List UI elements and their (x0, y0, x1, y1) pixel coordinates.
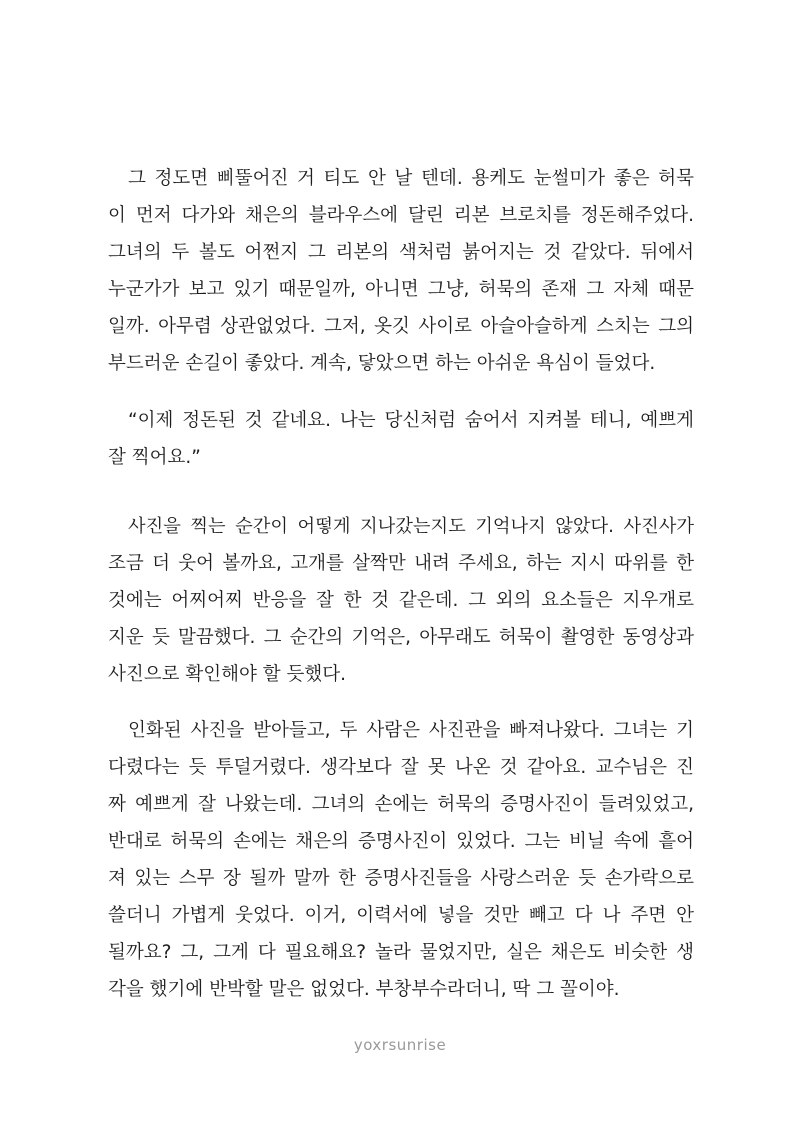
paragraph-line: 지운 듯 말끔했다. 그 순간의 기억은, 아무래도 허묵이 촬영한 동영상과 (108, 627, 694, 648)
paragraph-line: 짜 예쁘게 잘 나왔는데. 그녀의 손에는 허묵의 증명사진이 들려있었고, (108, 794, 694, 815)
paragraph-line: “이제 정돈된 것 같네요. 나는 당신처럼 숨어서 지켜볼 테니, 예쁘게 (128, 410, 694, 431)
paragraph-line: 부드러운 손길이 좋았다. 계속, 닿았으면 하는 아쉬운 욕심이 들었다. (108, 353, 656, 374)
paragraph-line: 인화된 사진을 받아들고, 두 사람은 사진관을 빠져나왔다. 그녀는 기 (128, 720, 694, 741)
paragraph-line: 사진을 찍는 순간이 어떻게 지나갔는지도 기억나지 않았다. 사진사가 (128, 516, 694, 537)
paragraph-4 (108, 712, 694, 1008)
paragraph-line: 이 먼저 다가와 채은의 블라우스에 달린 리본 브로치를 정돈해주었다. (108, 205, 694, 226)
paragraph-line: 누군가가 보고 있기 때문일까, 아니면 그냥, 허묵의 존재 그 자체 때문 (108, 279, 694, 300)
paragraph-line: 져 있는 스무 장 될까 말까 한 증명사진들을 사랑스러운 듯 손가락으로 (108, 868, 694, 889)
paragraph-line: 일까. 아무렴 상관없었다. 그저, 옷깃 사이로 아슬아슬하게 스치는 그의 (108, 316, 694, 337)
paragraph-line: 것에는 어찌어찌 반응을 잘 한 것 같은데. 그 외의 요소들은 지우개로 (108, 590, 694, 611)
footer-watermark: yoxrsunrise (353, 1036, 447, 1054)
paragraph-1 (108, 160, 694, 382)
paragraph-line: 그녀의 두 볼도 어쩐지 그 리본의 색처럼 붉어지는 것 같았다. 뒤에서 (108, 242, 694, 263)
paragraph-line: 조금 더 웃어 볼까요, 고개를 살짝만 내려 주세요, 하는 지시 따위를 한 (108, 553, 694, 574)
paragraph-line: 사진으로 확인해야 할 듯했다. (108, 664, 346, 685)
paragraph-line: 반대로 허묵의 손에는 채은의 증명사진이 있었다. 그는 비닐 속에 흩어 (108, 831, 694, 852)
paragraph-line: 될까요? 그, 그게 다 필요해요? 놀라 물었지만, 실은 채은도 비슷한 생 (108, 942, 694, 963)
document-page (108, 0, 694, 1137)
paragraph-line: 쓸더니 가볍게 웃었다. 이거, 이력서에 넣을 것만 빼고 다 나 주면 안 (108, 905, 694, 926)
paragraph-line: 그 정도면 삐뚤어진 거 티도 안 날 텐데. 용케도 눈썰미가 좋은 허묵 (128, 168, 694, 189)
paragraph-line: 잘 찍어요.” (108, 447, 201, 468)
paragraph-2 (108, 402, 694, 476)
paragraph-line: 각을 했기에 반박할 말은 없었다. 부창부수라더니, 딱 그 꼴이야. (108, 979, 620, 1000)
paragraph-3 (108, 508, 694, 693)
paragraph-line: 다렸다는 듯 투덜거렸다. 생각보다 잘 못 나온 것 같아요. 교수님은 진 (108, 757, 694, 778)
